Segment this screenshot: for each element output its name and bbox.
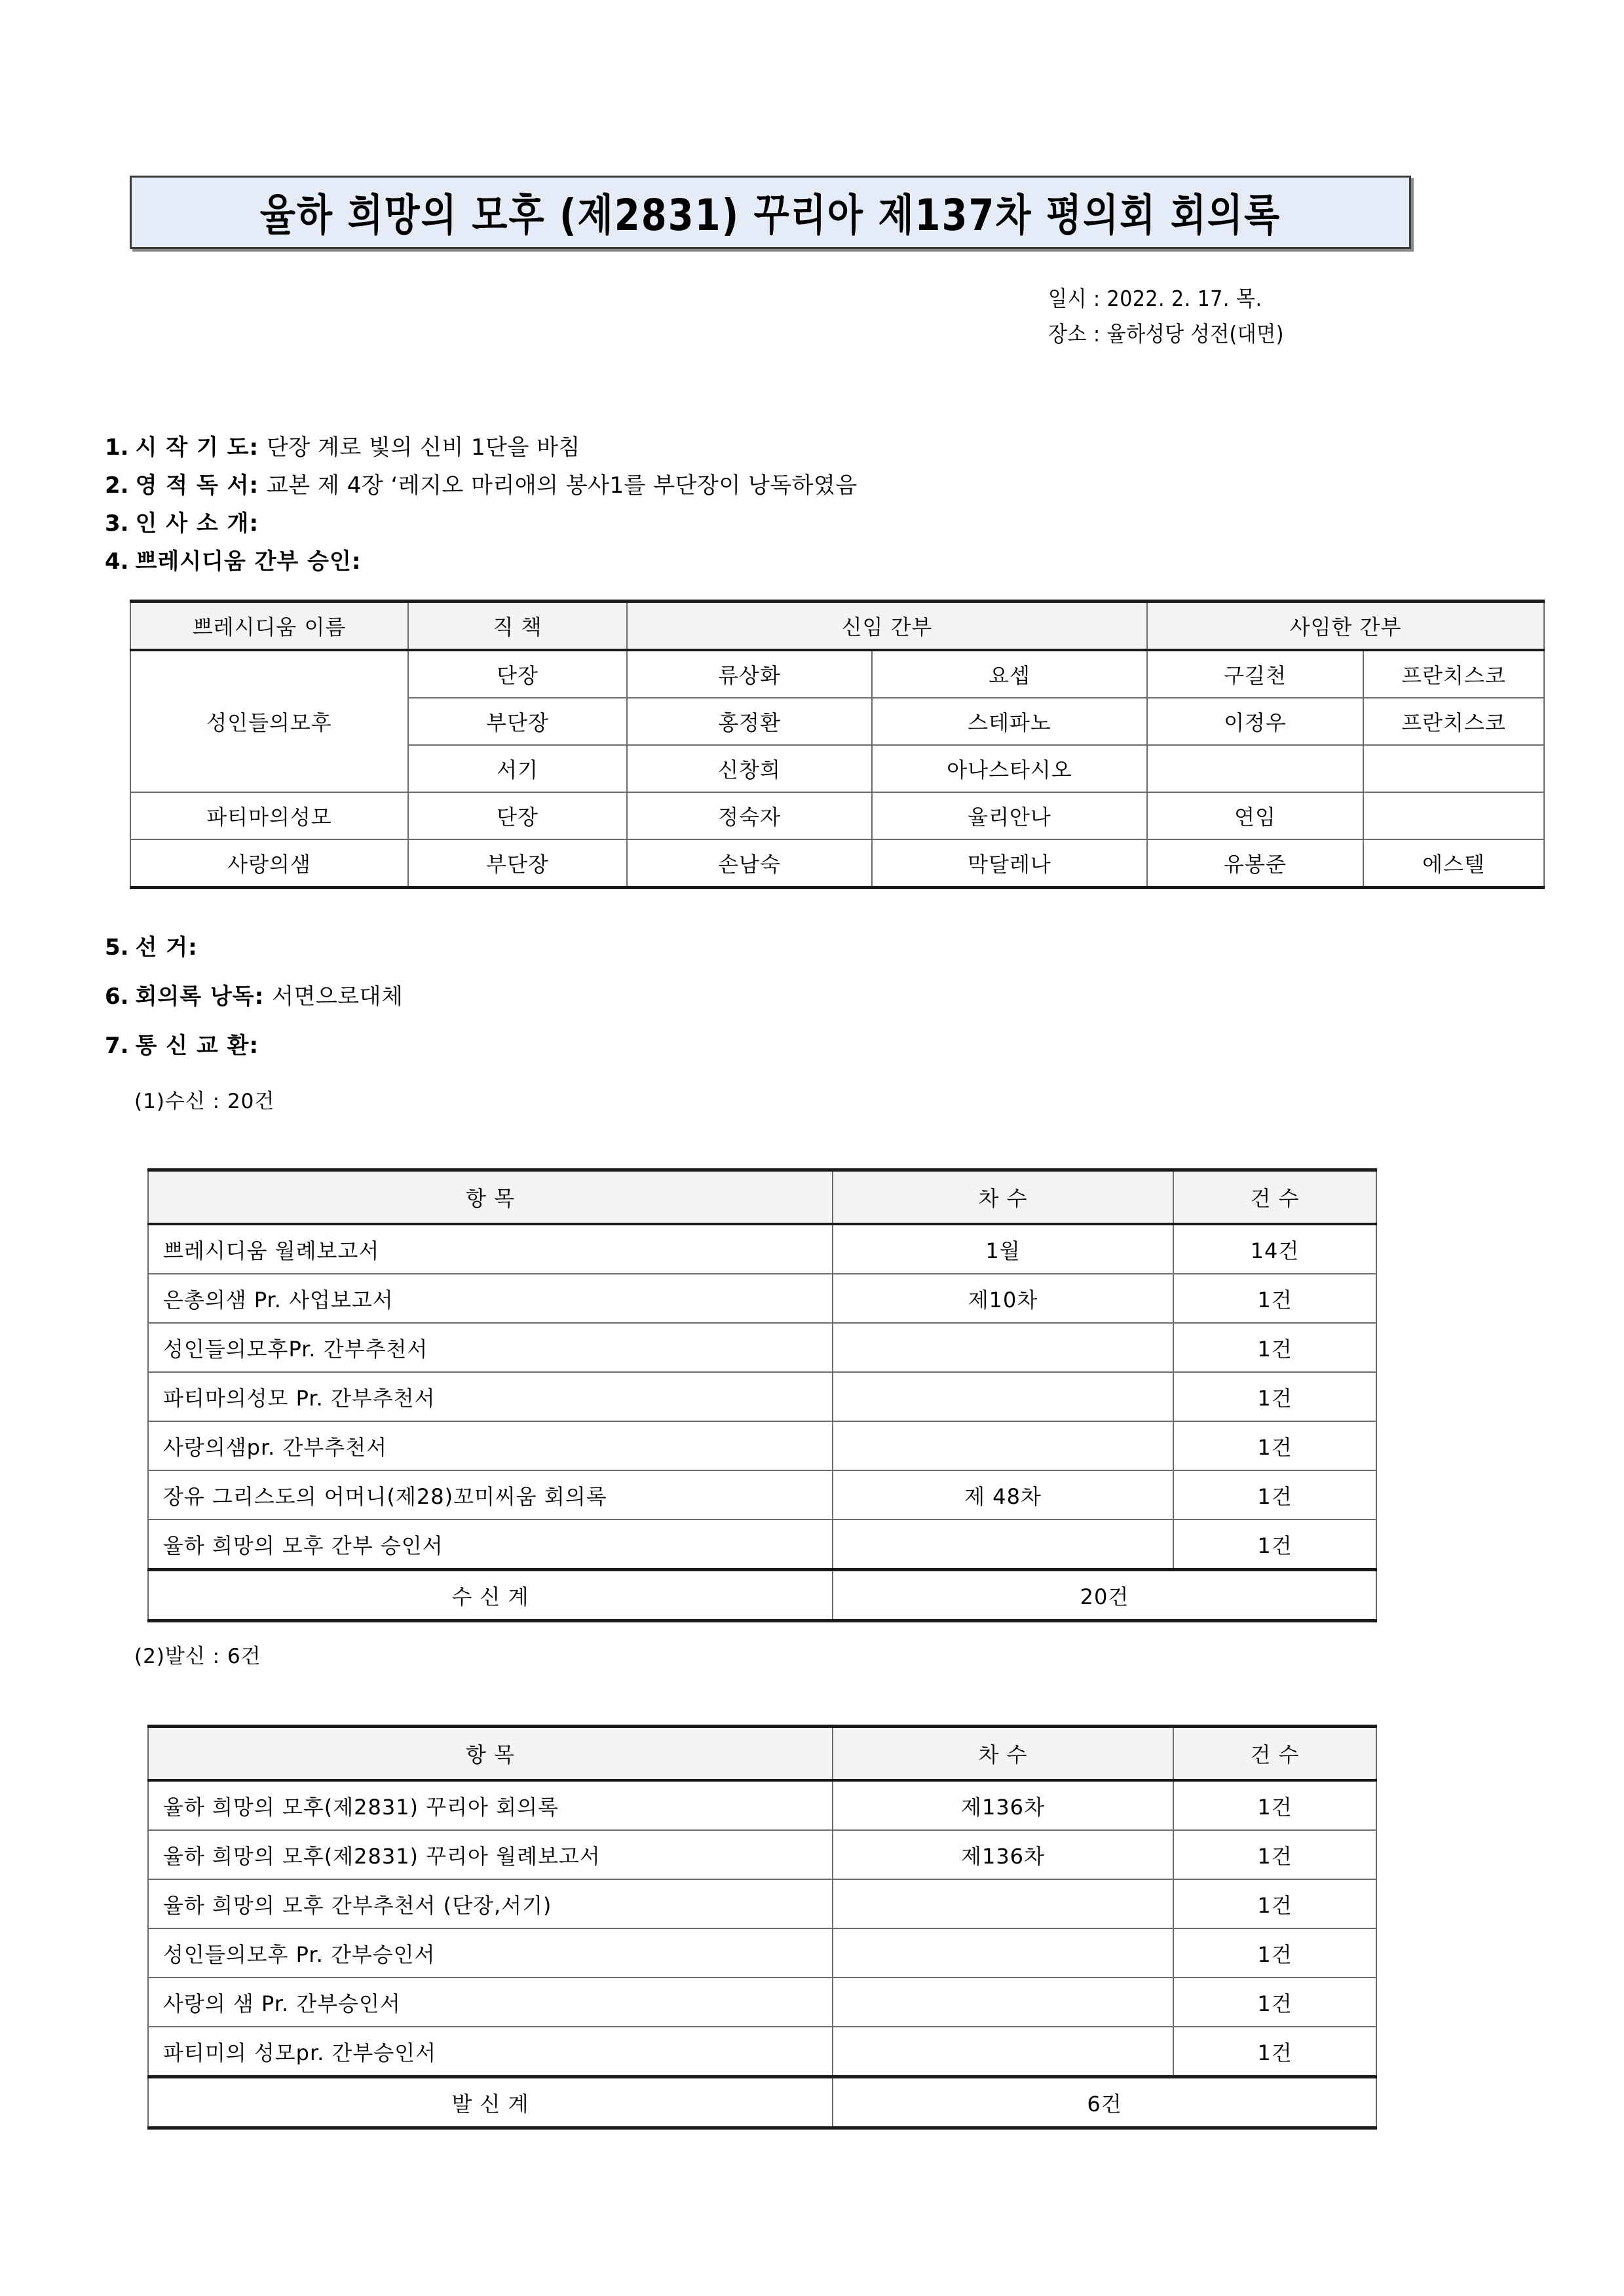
cell-order xyxy=(833,2027,1173,2077)
cell-item: 성인들의모후 Pr. 간부승인서 xyxy=(148,1928,833,1978)
agenda-item-5 xyxy=(105,929,206,961)
cell-item: 율하 희망의 모후(제2831) 꾸리아 회의록 xyxy=(148,1780,833,1830)
agenda-item-2 xyxy=(105,467,1546,505)
table-header-row xyxy=(148,1170,1376,1225)
agenda-label: 선 거: xyxy=(135,934,198,961)
cell-item: 쁘레시디움 월례보고서 xyxy=(148,1224,833,1274)
cell-item: 성인들의모후Pr. 간부추천서 xyxy=(148,1323,833,1372)
agenda-item-1 xyxy=(105,429,1546,467)
cell-resigned-baptismal-name xyxy=(1363,745,1544,792)
column-header-count: 건 수 xyxy=(1173,1170,1376,1225)
cell-count: 14건 xyxy=(1173,1224,1376,1274)
cell-new-name: 정숙자 xyxy=(627,792,872,839)
cell-new-baptismal-name: 막달레나 xyxy=(872,839,1147,888)
cell-order xyxy=(833,1978,1173,2027)
table-row xyxy=(148,1323,1376,1372)
cell-resigned-name: 연임 xyxy=(1147,792,1363,839)
cell-resigned-name xyxy=(1147,745,1363,792)
cell-order xyxy=(833,1879,1173,1928)
column-header-resigned-officer: 사임한 간부 xyxy=(1147,602,1544,651)
column-header-order: 차 수 xyxy=(833,1727,1173,1781)
cell-count: 1건 xyxy=(1173,1830,1376,1879)
table-row xyxy=(148,1372,1376,1421)
cell-item: 파티미의 성모pr. 간부승인서 xyxy=(148,2027,833,2077)
agenda-label: 회의록 낭독: xyxy=(135,984,265,1010)
cell-resigned-baptismal-name xyxy=(1363,792,1544,839)
cell-role: 단장 xyxy=(408,650,627,698)
cell-order xyxy=(833,1323,1173,1372)
meeting-date: 일시 : 2022. 2. 17. 목. xyxy=(1048,286,1262,312)
cell-new-baptismal-name: 요셉 xyxy=(872,650,1147,698)
cell-count: 1건 xyxy=(1173,1879,1376,1928)
cell-count: 1건 xyxy=(1173,1780,1376,1830)
agenda-number: 2. xyxy=(105,472,129,499)
table-row xyxy=(130,650,1544,698)
cell-new-name: 신창희 xyxy=(627,745,872,792)
cell-role: 부단장 xyxy=(408,839,627,888)
agenda-list-top xyxy=(105,429,1546,581)
table-row xyxy=(148,2027,1376,2077)
cell-role: 서기 xyxy=(408,745,627,792)
cell-count: 1건 xyxy=(1173,1928,1376,1978)
table-row xyxy=(130,792,1544,839)
received-subtitle: (1)수신 : 20건 xyxy=(134,1090,275,1113)
agenda-number: 1. xyxy=(105,434,129,461)
table-row xyxy=(148,1879,1376,1928)
table-header-row xyxy=(130,602,1544,651)
table-total-row xyxy=(148,2077,1376,2128)
cell-new-baptismal-name: 스테파노 xyxy=(872,698,1147,745)
column-header-count: 건 수 xyxy=(1173,1727,1376,1781)
page-title: 율하 희망의 모후 (제2831) 꾸리아 제137차 평의회 회의록 xyxy=(259,190,1281,241)
cell-order xyxy=(833,1928,1173,1978)
cell-order: 제10차 xyxy=(833,1274,1173,1323)
table-total-row xyxy=(148,1570,1376,1621)
cell-presidium-name: 파티마의성모 xyxy=(130,792,408,839)
cell-resigned-name: 이정우 xyxy=(1147,698,1363,745)
agenda-item-6 xyxy=(105,978,403,1010)
cell-order xyxy=(833,1421,1173,1470)
agenda-number: 3. xyxy=(105,510,129,537)
agenda-number: 6. xyxy=(105,984,129,1010)
column-header-new-officer: 신임 간부 xyxy=(627,602,1147,651)
column-header-order: 차 수 xyxy=(833,1170,1173,1225)
agenda-value: 단장 계로 빛의 신비 1단을 바침 xyxy=(267,434,580,461)
cell-new-name: 홍정환 xyxy=(627,698,872,745)
cell-new-name: 손남숙 xyxy=(627,839,872,888)
table-row xyxy=(148,1978,1376,2027)
cell-role: 부단장 xyxy=(408,698,627,745)
table-row xyxy=(148,1780,1376,1830)
table-row xyxy=(148,1224,1376,1274)
agenda-label: 쁘레시디움 간부 승인: xyxy=(135,548,362,575)
cell-presidium-name: 사랑의샘 xyxy=(130,839,408,888)
table-row xyxy=(130,839,1544,888)
cell-total-label: 발 신 계 xyxy=(148,2077,833,2128)
agenda-value: 서면으로대체 xyxy=(272,984,404,1010)
agenda-label: 통 신 교 환: xyxy=(135,1033,259,1059)
cell-item: 사랑의샘pr. 간부추천서 xyxy=(148,1421,833,1470)
cell-item: 율하 희망의 모후 간부 승인서 xyxy=(148,1520,833,1570)
table-row xyxy=(148,1830,1376,1879)
table-row xyxy=(148,1470,1376,1520)
agenda-label: 시 작 기 도: xyxy=(135,434,259,461)
agenda-number: 5. xyxy=(105,934,129,961)
meta-block xyxy=(1048,282,1284,353)
column-header-item: 항 목 xyxy=(148,1170,833,1225)
agenda-label: 영 적 독 서: xyxy=(135,472,259,499)
cell-order: 1월 xyxy=(833,1224,1173,1274)
cell-count: 1건 xyxy=(1173,1372,1376,1421)
cell-resigned-name: 구길천 xyxy=(1147,650,1363,698)
cell-item: 율하 희망의 모후 간부추천서 (단장,서기) xyxy=(148,1879,833,1928)
column-header-presidium: 쁘레시디움 이름 xyxy=(130,602,408,651)
cell-item: 은총의샘 Pr. 사업보고서 xyxy=(148,1274,833,1323)
cell-item: 파티마의성모 Pr. 간부추천서 xyxy=(148,1372,833,1421)
table-row xyxy=(148,1520,1376,1570)
agenda-item-7 xyxy=(105,1027,267,1060)
cell-resigned-baptismal-name: 프란치스코 xyxy=(1363,698,1544,745)
cell-resigned-baptismal-name: 프란치스코 xyxy=(1363,650,1544,698)
cell-count: 1건 xyxy=(1173,1978,1376,2027)
received-table xyxy=(147,1168,1377,1622)
agenda-item-3 xyxy=(105,505,1546,543)
agenda-label: 인 사 소 개: xyxy=(135,510,259,537)
cell-count: 1건 xyxy=(1173,1520,1376,1570)
cell-count: 1건 xyxy=(1173,1323,1376,1372)
cell-count: 1건 xyxy=(1173,1274,1376,1323)
table-row xyxy=(148,1928,1376,1978)
agenda-number: 4. xyxy=(105,548,129,575)
cell-role: 단장 xyxy=(408,792,627,839)
cell-presidium-name: 성인들의모후 xyxy=(130,650,408,792)
table-header-row xyxy=(148,1727,1376,1781)
cell-count: 1건 xyxy=(1173,1421,1376,1470)
cell-order xyxy=(833,1372,1173,1421)
agenda-value: 교본 제 4장 ‘레지오 마리애의 봉사1를 부단장이 낭독하였음 xyxy=(267,472,858,499)
meeting-place: 장소 : 율하성당 성전(대면) xyxy=(1048,322,1284,347)
agenda-number: 7. xyxy=(105,1033,129,1059)
cell-resigned-baptismal-name: 에스텔 xyxy=(1363,839,1544,888)
cell-count: 1건 xyxy=(1173,2027,1376,2077)
cell-order: 제136차 xyxy=(833,1830,1173,1879)
column-header-item: 항 목 xyxy=(148,1727,833,1781)
sent-subtitle: (2)발신 : 6건 xyxy=(134,1645,261,1668)
table-row xyxy=(148,1421,1376,1470)
column-header-role: 직 책 xyxy=(408,602,627,651)
cell-order xyxy=(833,1520,1173,1570)
cell-new-name: 류상화 xyxy=(627,650,872,698)
cell-count: 1건 xyxy=(1173,1470,1376,1520)
cell-order: 제 48차 xyxy=(833,1470,1173,1520)
cell-item: 사랑의 샘 Pr. 간부승인서 xyxy=(148,1978,833,2027)
cell-item: 율하 희망의 모후(제2831) 꾸리아 월례보고서 xyxy=(148,1830,833,1879)
cell-total-value: 6건 xyxy=(833,2077,1376,2128)
cell-resigned-name: 유봉준 xyxy=(1147,839,1363,888)
cell-new-baptismal-name: 율리안나 xyxy=(872,792,1147,839)
cell-item: 장유 그리스도의 어머니(제28)꼬미씨움 회의록 xyxy=(148,1470,833,1520)
officers-table xyxy=(130,600,1545,889)
document-title-box xyxy=(130,176,1411,249)
sent-table xyxy=(147,1725,1377,2130)
cell-total-label: 수 신 계 xyxy=(148,1570,833,1621)
cell-new-baptismal-name: 아나스타시오 xyxy=(872,745,1147,792)
cell-order: 제136차 xyxy=(833,1780,1173,1830)
table-row xyxy=(148,1274,1376,1323)
agenda-item-4 xyxy=(105,543,1546,581)
cell-total-value: 20건 xyxy=(833,1570,1376,1621)
